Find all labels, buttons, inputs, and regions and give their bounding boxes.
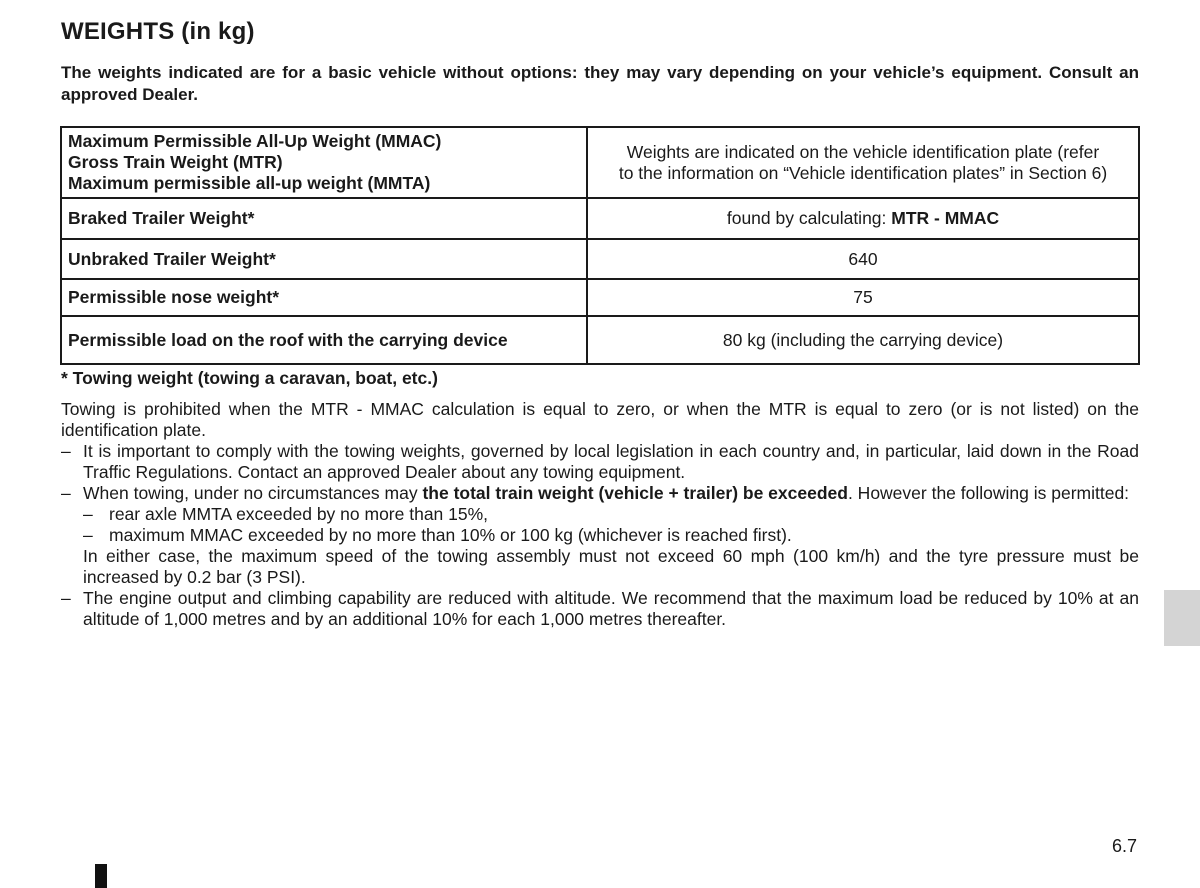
weight-value: 80 kg (including the carrying device) xyxy=(587,316,1139,364)
list-item-text: The engine output and climbing capability are reduced with altitude. We recommend that the maximum load be reduced by 10% at an altitude of 1,000 metres and by an additional 10% for each 1,000 metres thereafter. xyxy=(83,588,1139,629)
notes-paragraph: Towing is prohibited when the MTR - MMAC calculation is equal to zero, or when the MTR is equal to zero (or is not listed) on the identification plate. xyxy=(61,399,1139,440)
value-formula: MTR - MMAC xyxy=(891,208,1000,228)
list-item-text: It is important to comply with the towing weights, governed by local legislation in each country and, in particular, laid down in the Road Traffic Regulations. Contact an approved Dealer about any towing equipment. xyxy=(83,441,1139,482)
dash-bullet: – xyxy=(83,525,93,545)
weight-label xyxy=(61,127,587,198)
value-line: Weights are indicated on the vehicle identification plate (refer xyxy=(626,141,1100,162)
page-corner-mark xyxy=(95,864,107,888)
list-item-emphasis: the total train weight (vehicle + trailer) be exceeded xyxy=(422,483,848,503)
weight-label: Braked Trailer Weight* xyxy=(61,198,587,239)
page-number: 6.7 xyxy=(1112,836,1138,856)
notes-heading: * Towing weight (towing a caravan, boat, etc.) xyxy=(61,368,438,388)
weight-value xyxy=(587,127,1139,198)
dash-bullet: – xyxy=(61,483,71,503)
towing-notes xyxy=(61,368,1139,630)
weight-label: Permissible load on the roof with the carrying device xyxy=(61,316,587,364)
weights-table xyxy=(60,126,1140,365)
dash-bullet: – xyxy=(61,588,71,608)
label-line: Maximum Permissible All-Up Weight (MMAC) xyxy=(68,131,442,151)
label-line: Maximum permissible all-up weight (MMTA) xyxy=(68,173,431,193)
list-item-continuation: In either case, the maximum speed of the towing assembly must not exceed 60 mph (100 km/h) and the tyre pressure must be increased by 0.2 bar (3 PSI). xyxy=(83,546,1139,587)
weight-label: Unbraked Trailer Weight* xyxy=(61,239,587,279)
table-row xyxy=(61,316,1139,364)
list-item-text: . However the following is permitted: xyxy=(847,483,1130,503)
section-tab-marker xyxy=(1164,590,1200,646)
list-item xyxy=(61,588,1139,630)
dash-bullet: – xyxy=(83,504,93,524)
weight-value: 640 xyxy=(587,239,1139,279)
weight-value: 75 xyxy=(587,279,1139,316)
sub-list-item xyxy=(83,525,1139,546)
table-row xyxy=(61,239,1139,279)
table-row xyxy=(61,198,1139,239)
weight-value xyxy=(587,198,1139,239)
sub-list-item xyxy=(83,504,1139,525)
dash-bullet: – xyxy=(61,441,71,461)
weight-label: Permissible nose weight* xyxy=(61,279,587,316)
intro-text: The weights indicated are for a basic vehicle without options: they may vary depending on your vehicle’s equipment. Consult an approved Dealer. xyxy=(61,63,1139,104)
sub-item-text: rear axle MMTA exceeded by no more than 15%, xyxy=(109,504,489,524)
sub-item-text: maximum MMAC exceeded by no more than 10% or 100 kg (whichever is reached first). xyxy=(109,525,792,545)
label-line: Gross Train Weight (MTR) xyxy=(68,152,283,172)
list-item xyxy=(61,441,1139,483)
value-prefix: found by calculating: xyxy=(726,208,892,228)
list-item xyxy=(61,483,1139,588)
table-row xyxy=(61,279,1139,316)
value-line: to the information on “Vehicle identification plates” in Section 6) xyxy=(618,162,1108,183)
list-item-text: When towing, under no circumstances may xyxy=(83,483,423,503)
page-title: WEIGHTS (in kg) xyxy=(61,18,255,45)
table-row xyxy=(61,127,1139,198)
